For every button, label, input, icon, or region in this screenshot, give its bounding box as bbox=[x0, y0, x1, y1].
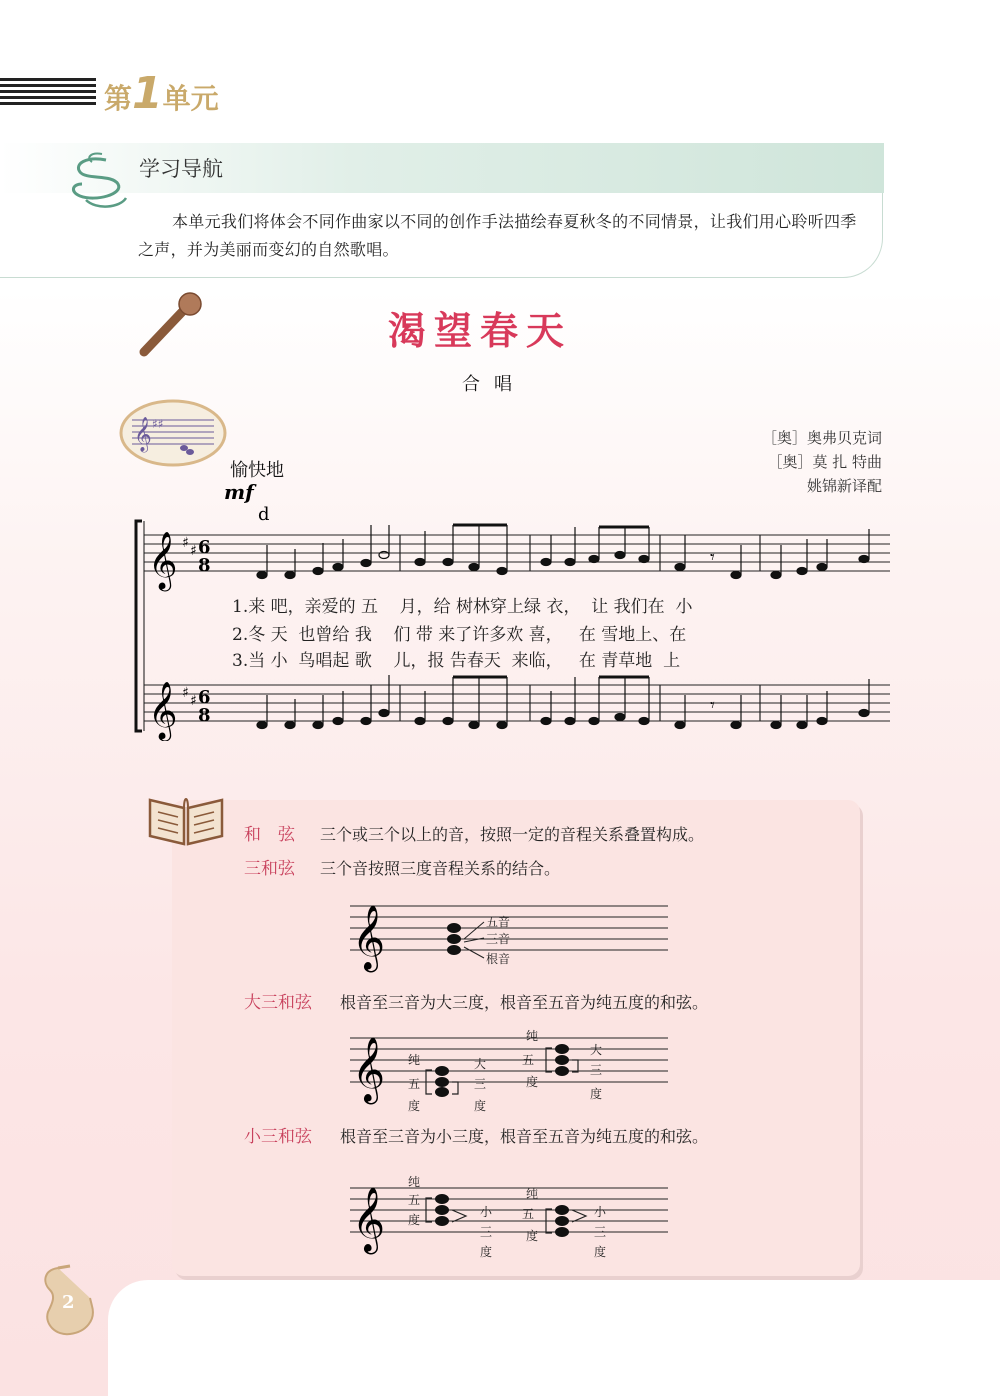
minor2-fifth: 五 bbox=[522, 1207, 535, 1221]
unit-prefix: 第 bbox=[104, 82, 133, 115]
triad-label-root: 根音 bbox=[486, 952, 511, 966]
header-rule-lines bbox=[0, 78, 96, 110]
svg-text:♯: ♯ bbox=[190, 543, 197, 559]
lyric-line-1: 1.来 吧，亲爱的 五 月，给 树林穿上绿 衣， 让 我们在 小 bbox=[232, 597, 693, 617]
chord-symbol: d bbox=[258, 504, 270, 525]
svg-text:𝄞: 𝄞 bbox=[352, 1187, 386, 1252]
page-bottom-panel bbox=[108, 1280, 1000, 1396]
svg-text:𝄾: 𝄾 bbox=[710, 695, 715, 716]
minor1-degree: 度 bbox=[408, 1213, 421, 1227]
minor1-minor: 小 bbox=[480, 1205, 493, 1219]
song-subtitle: 合唱 bbox=[462, 374, 526, 395]
dynamic-marking: mf bbox=[224, 480, 254, 504]
svg-text:♯: ♯ bbox=[190, 693, 197, 709]
term-minor-triad: 小三和弦 bbox=[244, 1127, 312, 1147]
minor1-degree2: 度 bbox=[480, 1245, 493, 1259]
major2-degree2: 度 bbox=[590, 1087, 603, 1101]
term-triad: 三和弦 bbox=[244, 859, 295, 879]
major2-fifth: 五 bbox=[522, 1053, 535, 1067]
term-major-triad: 大三和弦 bbox=[244, 993, 312, 1013]
major-triad-staff bbox=[350, 1026, 668, 1118]
page-number: 2 bbox=[62, 1292, 75, 1313]
major1-third: 三 bbox=[474, 1077, 487, 1091]
minor-triad-staff bbox=[350, 1166, 668, 1262]
triad-label-fifth: 五音 bbox=[486, 915, 511, 929]
major2-major: 大 bbox=[590, 1043, 603, 1057]
major2-third: 三 bbox=[590, 1063, 603, 1077]
minor2-third: 三 bbox=[594, 1225, 607, 1239]
composer: ［奥］莫 扎 特曲 bbox=[767, 453, 882, 471]
major1-degree: 度 bbox=[408, 1099, 421, 1113]
music-badge-icon bbox=[118, 398, 228, 468]
song-title: 渴望春天 bbox=[388, 308, 573, 353]
lyric-line-3: 3.当 小 鸟唱起 歌 儿，报 告春天 来临， 在 青草地 上 bbox=[232, 651, 681, 671]
microphone-icon bbox=[136, 290, 206, 360]
tempo-marking: 愉快地 bbox=[230, 460, 284, 481]
time-signature-top: 6 bbox=[198, 537, 211, 558]
song-credits bbox=[762, 426, 882, 498]
learning-nav-text: 本单元我们将体会不同作曲家以不同的创作手法描绘春夏秋冬的不同情景，让我们用心聆听四季之声，并为美丽而变幻的自然歌唱。 bbox=[138, 212, 857, 259]
svg-text:𝄞: 𝄞 bbox=[134, 417, 152, 452]
minor2-pure: 纯 bbox=[526, 1187, 539, 1201]
unit-title bbox=[104, 68, 219, 121]
svg-text:𝄞: 𝄞 bbox=[352, 1037, 386, 1102]
minor2-degree: 度 bbox=[526, 1229, 539, 1243]
major2-degree: 度 bbox=[526, 1075, 539, 1089]
svg-text:𝄞: 𝄞 bbox=[352, 905, 386, 970]
unit-number: 1 bbox=[132, 68, 163, 119]
minor1-fifth: 五 bbox=[408, 1193, 421, 1207]
learning-nav-title: 学习导航 bbox=[139, 157, 223, 181]
minor2-degree2: 度 bbox=[594, 1245, 607, 1259]
book-icon bbox=[144, 786, 228, 848]
major1-major: 大 bbox=[474, 1057, 487, 1071]
definition-minor-triad: 根音至三音为小三度，根音至五音为纯五度的和弦。 bbox=[340, 1127, 709, 1146]
svg-text:♯♯: ♯♯ bbox=[152, 417, 164, 431]
svg-text:𝄞: 𝄞 bbox=[148, 681, 178, 739]
svg-text:𝄾: 𝄾 bbox=[710, 547, 715, 568]
svg-text:♯: ♯ bbox=[182, 535, 189, 551]
time-signature-top-lower: 6 bbox=[198, 687, 211, 708]
major1-degree2: 度 bbox=[474, 1099, 487, 1113]
definition-major-triad: 根音至三音为大三度，根音至五音为纯五度的和弦。 bbox=[340, 993, 709, 1012]
triad-label-third: 三音 bbox=[486, 932, 511, 946]
major1-fifth: 五 bbox=[408, 1077, 421, 1091]
minor1-pure: 纯 bbox=[408, 1175, 421, 1189]
major2-pure: 纯 bbox=[526, 1029, 539, 1043]
definition-chord: 三个或三个以上的音，按照一定的音程关系叠置构成。 bbox=[320, 825, 705, 844]
minor2-minor: 小 bbox=[594, 1205, 607, 1219]
time-signature-bottom-lower: 8 bbox=[198, 705, 211, 726]
svg-text:𝄞: 𝄞 bbox=[148, 531, 178, 589]
translator: 姚锦新译配 bbox=[806, 477, 882, 495]
major1-pure: 纯 bbox=[408, 1053, 421, 1067]
triad-staff bbox=[350, 890, 668, 974]
term-chord: 和 弦 bbox=[244, 825, 295, 845]
time-signature-bottom: 8 bbox=[198, 555, 211, 576]
lyric-line-2: 2.冬 天 也曾给 我 们 带 来了许多欢 喜， 在 雪地上、在 bbox=[232, 625, 687, 645]
definition-triad: 三个音按照三度音程关系的结合。 bbox=[320, 859, 561, 878]
minor1-third: 三 bbox=[480, 1225, 493, 1239]
svg-text:♯: ♯ bbox=[182, 685, 189, 701]
unit-suffix: 单元 bbox=[162, 82, 219, 115]
lyricist: ［奥］奥弗贝克词 bbox=[761, 429, 882, 447]
swirl-icon bbox=[66, 150, 136, 216]
